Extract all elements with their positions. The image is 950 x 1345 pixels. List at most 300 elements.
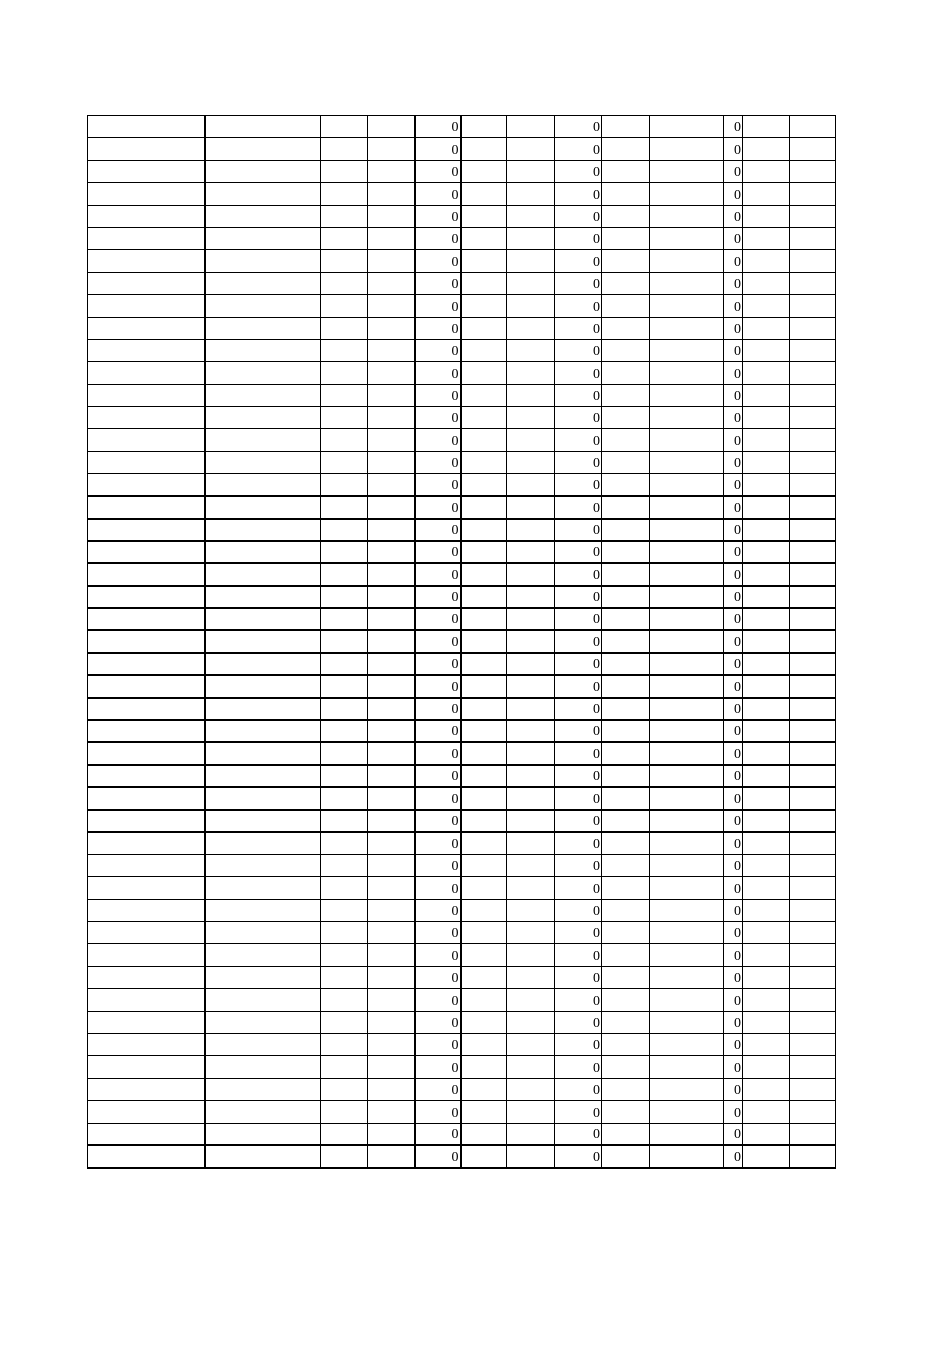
empty-cell[interactable] [602, 877, 650, 899]
empty-cell[interactable] [602, 272, 650, 294]
value-cell[interactable]: 0 [555, 630, 602, 652]
value-cell[interactable]: 0 [724, 451, 743, 473]
value-cell[interactable]: 0 [555, 854, 602, 876]
empty-cell[interactable] [88, 295, 205, 317]
empty-cell[interactable] [650, 966, 724, 988]
empty-cell[interactable] [507, 742, 555, 764]
empty-cell[interactable] [790, 1011, 836, 1033]
empty-cell[interactable] [650, 205, 724, 227]
value-cell[interactable]: 0 [724, 227, 743, 249]
value-cell[interactable]: 0 [724, 362, 743, 384]
empty-cell[interactable] [507, 563, 555, 585]
empty-cell[interactable] [790, 608, 836, 630]
empty-cell[interactable] [368, 474, 415, 496]
empty-cell[interactable] [321, 675, 368, 697]
empty-cell[interactable] [650, 407, 724, 429]
empty-cell[interactable] [368, 272, 415, 294]
value-cell[interactable]: 0 [415, 183, 461, 205]
empty-cell[interactable] [88, 541, 205, 563]
empty-cell[interactable] [790, 563, 836, 585]
empty-cell[interactable] [321, 832, 368, 854]
empty-cell[interactable] [790, 720, 836, 742]
empty-cell[interactable] [602, 1078, 650, 1100]
empty-cell[interactable] [461, 362, 507, 384]
empty-cell[interactable] [88, 1011, 205, 1033]
value-cell[interactable]: 0 [415, 474, 461, 496]
empty-cell[interactable] [650, 1011, 724, 1033]
value-cell[interactable]: 0 [555, 429, 602, 451]
value-cell[interactable]: 0 [724, 832, 743, 854]
empty-cell[interactable] [88, 205, 205, 227]
empty-cell[interactable] [461, 272, 507, 294]
empty-cell[interactable] [461, 227, 507, 249]
empty-cell[interactable] [602, 608, 650, 630]
empty-cell[interactable] [368, 742, 415, 764]
empty-cell[interactable] [88, 966, 205, 988]
empty-cell[interactable] [461, 138, 507, 160]
empty-cell[interactable] [88, 1056, 205, 1078]
empty-cell[interactable] [461, 810, 507, 832]
empty-cell[interactable] [650, 922, 724, 944]
value-cell[interactable]: 0 [724, 317, 743, 339]
empty-cell[interactable] [321, 810, 368, 832]
empty-cell[interactable] [602, 183, 650, 205]
empty-cell[interactable] [507, 854, 555, 876]
value-cell[interactable]: 0 [555, 250, 602, 272]
value-cell[interactable]: 0 [415, 384, 461, 406]
empty-cell[interactable] [88, 1078, 205, 1100]
value-cell[interactable]: 0 [415, 854, 461, 876]
value-cell[interactable]: 0 [555, 563, 602, 585]
value-cell[interactable]: 0 [724, 608, 743, 630]
value-cell[interactable]: 0 [555, 1056, 602, 1078]
value-cell[interactable]: 0 [415, 1056, 461, 1078]
empty-cell[interactable] [205, 989, 321, 1011]
empty-cell[interactable] [205, 966, 321, 988]
value-cell[interactable]: 0 [724, 810, 743, 832]
empty-cell[interactable] [88, 787, 205, 809]
empty-cell[interactable] [321, 250, 368, 272]
empty-cell[interactable] [790, 1123, 836, 1145]
value-cell[interactable]: 0 [724, 205, 743, 227]
empty-cell[interactable] [368, 384, 415, 406]
empty-cell[interactable] [368, 653, 415, 675]
value-cell[interactable]: 0 [724, 496, 743, 518]
empty-cell[interactable] [602, 1145, 650, 1167]
empty-cell[interactable] [88, 720, 205, 742]
value-cell[interactable]: 0 [555, 205, 602, 227]
value-cell[interactable]: 0 [415, 205, 461, 227]
value-cell[interactable]: 0 [555, 227, 602, 249]
empty-cell[interactable] [461, 944, 507, 966]
empty-cell[interactable] [602, 1056, 650, 1078]
empty-cell[interactable] [461, 966, 507, 988]
empty-cell[interactable] [321, 698, 368, 720]
empty-cell[interactable] [743, 720, 790, 742]
empty-cell[interactable] [368, 429, 415, 451]
empty-cell[interactable] [790, 519, 836, 541]
value-cell[interactable]: 0 [415, 877, 461, 899]
empty-cell[interactable] [368, 1078, 415, 1100]
empty-cell[interactable] [790, 742, 836, 764]
empty-cell[interactable] [650, 630, 724, 652]
empty-cell[interactable] [507, 1056, 555, 1078]
empty-cell[interactable] [743, 854, 790, 876]
value-cell[interactable]: 0 [415, 586, 461, 608]
empty-cell[interactable] [650, 384, 724, 406]
value-cell[interactable]: 0 [555, 451, 602, 473]
empty-cell[interactable] [321, 474, 368, 496]
empty-cell[interactable] [650, 116, 724, 138]
empty-cell[interactable] [461, 295, 507, 317]
empty-cell[interactable] [321, 765, 368, 787]
empty-cell[interactable] [790, 407, 836, 429]
empty-cell[interactable] [602, 675, 650, 697]
value-cell[interactable]: 0 [724, 787, 743, 809]
empty-cell[interactable] [205, 832, 321, 854]
empty-cell[interactable] [507, 362, 555, 384]
empty-cell[interactable] [461, 160, 507, 182]
empty-cell[interactable] [88, 854, 205, 876]
empty-cell[interactable] [507, 832, 555, 854]
value-cell[interactable]: 0 [555, 1011, 602, 1033]
empty-cell[interactable] [321, 1123, 368, 1145]
value-cell[interactable]: 0 [555, 787, 602, 809]
empty-cell[interactable] [650, 854, 724, 876]
empty-cell[interactable] [743, 810, 790, 832]
value-cell[interactable]: 0 [724, 675, 743, 697]
value-cell[interactable]: 0 [415, 810, 461, 832]
empty-cell[interactable] [507, 317, 555, 339]
value-cell[interactable]: 0 [555, 474, 602, 496]
empty-cell[interactable] [205, 1011, 321, 1033]
empty-cell[interactable] [743, 407, 790, 429]
empty-cell[interactable] [205, 272, 321, 294]
empty-cell[interactable] [743, 250, 790, 272]
empty-cell[interactable] [321, 339, 368, 361]
empty-cell[interactable] [650, 742, 724, 764]
empty-cell[interactable] [88, 675, 205, 697]
empty-cell[interactable] [743, 474, 790, 496]
empty-cell[interactable] [368, 317, 415, 339]
empty-cell[interactable] [790, 899, 836, 921]
value-cell[interactable]: 0 [415, 250, 461, 272]
empty-cell[interactable] [88, 899, 205, 921]
empty-cell[interactable] [368, 698, 415, 720]
empty-cell[interactable] [88, 563, 205, 585]
empty-cell[interactable] [368, 1101, 415, 1123]
empty-cell[interactable] [790, 1145, 836, 1167]
empty-cell[interactable] [790, 832, 836, 854]
empty-cell[interactable] [602, 362, 650, 384]
empty-cell[interactable] [602, 116, 650, 138]
empty-cell[interactable] [790, 183, 836, 205]
empty-cell[interactable] [743, 227, 790, 249]
empty-cell[interactable] [790, 295, 836, 317]
empty-cell[interactable] [205, 810, 321, 832]
value-cell[interactable]: 0 [724, 922, 743, 944]
value-cell[interactable]: 0 [555, 720, 602, 742]
empty-cell[interactable] [205, 519, 321, 541]
empty-cell[interactable] [790, 922, 836, 944]
empty-cell[interactable] [205, 250, 321, 272]
empty-cell[interactable] [507, 1034, 555, 1056]
empty-cell[interactable] [461, 765, 507, 787]
value-cell[interactable]: 0 [724, 653, 743, 675]
empty-cell[interactable] [650, 227, 724, 249]
value-cell[interactable]: 0 [415, 742, 461, 764]
empty-cell[interactable] [461, 630, 507, 652]
value-cell[interactable]: 0 [724, 563, 743, 585]
empty-cell[interactable] [368, 854, 415, 876]
value-cell[interactable]: 0 [415, 1123, 461, 1145]
empty-cell[interactable] [88, 989, 205, 1011]
empty-cell[interactable] [743, 922, 790, 944]
value-cell[interactable]: 0 [415, 630, 461, 652]
empty-cell[interactable] [507, 810, 555, 832]
value-cell[interactable]: 0 [415, 832, 461, 854]
value-cell[interactable]: 0 [415, 944, 461, 966]
empty-cell[interactable] [790, 205, 836, 227]
empty-cell[interactable] [321, 1078, 368, 1100]
empty-cell[interactable] [507, 944, 555, 966]
empty-cell[interactable] [88, 877, 205, 899]
empty-cell[interactable] [461, 989, 507, 1011]
empty-cell[interactable] [650, 653, 724, 675]
empty-cell[interactable] [743, 608, 790, 630]
value-cell[interactable]: 0 [415, 116, 461, 138]
empty-cell[interactable] [321, 317, 368, 339]
empty-cell[interactable] [321, 496, 368, 518]
value-cell[interactable]: 0 [415, 138, 461, 160]
value-cell[interactable]: 0 [415, 787, 461, 809]
empty-cell[interactable] [321, 1056, 368, 1078]
empty-cell[interactable] [650, 877, 724, 899]
empty-cell[interactable] [743, 1056, 790, 1078]
empty-cell[interactable] [743, 205, 790, 227]
empty-cell[interactable] [205, 586, 321, 608]
empty-cell[interactable] [790, 362, 836, 384]
empty-cell[interactable] [602, 451, 650, 473]
empty-cell[interactable] [368, 608, 415, 630]
empty-cell[interactable] [790, 451, 836, 473]
value-cell[interactable]: 0 [415, 1011, 461, 1033]
empty-cell[interactable] [602, 966, 650, 988]
value-cell[interactable]: 0 [724, 116, 743, 138]
empty-cell[interactable] [602, 944, 650, 966]
empty-cell[interactable] [507, 899, 555, 921]
empty-cell[interactable] [461, 541, 507, 563]
empty-cell[interactable] [650, 944, 724, 966]
empty-cell[interactable] [321, 944, 368, 966]
empty-cell[interactable] [205, 295, 321, 317]
empty-cell[interactable] [790, 541, 836, 563]
empty-cell[interactable] [602, 765, 650, 787]
value-cell[interactable]: 0 [555, 832, 602, 854]
empty-cell[interactable] [461, 742, 507, 764]
empty-cell[interactable] [368, 720, 415, 742]
empty-cell[interactable] [368, 183, 415, 205]
empty-cell[interactable] [368, 138, 415, 160]
empty-cell[interactable] [368, 250, 415, 272]
empty-cell[interactable] [368, 832, 415, 854]
empty-cell[interactable] [507, 205, 555, 227]
empty-cell[interactable] [507, 1011, 555, 1033]
empty-cell[interactable] [368, 519, 415, 541]
value-cell[interactable]: 0 [555, 519, 602, 541]
empty-cell[interactable] [790, 1034, 836, 1056]
empty-cell[interactable] [461, 205, 507, 227]
empty-cell[interactable] [743, 362, 790, 384]
empty-cell[interactable] [368, 899, 415, 921]
empty-cell[interactable] [790, 675, 836, 697]
value-cell[interactable]: 0 [724, 1056, 743, 1078]
empty-cell[interactable] [461, 519, 507, 541]
empty-cell[interactable] [88, 922, 205, 944]
value-cell[interactable]: 0 [724, 586, 743, 608]
empty-cell[interactable] [321, 407, 368, 429]
empty-cell[interactable] [743, 787, 790, 809]
empty-cell[interactable] [650, 832, 724, 854]
empty-cell[interactable] [650, 698, 724, 720]
value-cell[interactable]: 0 [555, 183, 602, 205]
empty-cell[interactable] [205, 384, 321, 406]
value-cell[interactable]: 0 [415, 362, 461, 384]
empty-cell[interactable] [507, 586, 555, 608]
empty-cell[interactable] [743, 742, 790, 764]
empty-cell[interactable] [507, 519, 555, 541]
empty-cell[interactable] [205, 899, 321, 921]
value-cell[interactable]: 0 [415, 451, 461, 473]
empty-cell[interactable] [743, 451, 790, 473]
empty-cell[interactable] [461, 675, 507, 697]
empty-cell[interactable] [507, 138, 555, 160]
empty-cell[interactable] [790, 698, 836, 720]
empty-cell[interactable] [650, 339, 724, 361]
empty-cell[interactable] [205, 944, 321, 966]
empty-cell[interactable] [743, 519, 790, 541]
empty-cell[interactable] [205, 854, 321, 876]
empty-cell[interactable] [790, 317, 836, 339]
empty-cell[interactable] [602, 989, 650, 1011]
value-cell[interactable]: 0 [724, 541, 743, 563]
value-cell[interactable]: 0 [555, 944, 602, 966]
empty-cell[interactable] [650, 541, 724, 563]
empty-cell[interactable] [88, 496, 205, 518]
value-cell[interactable]: 0 [415, 295, 461, 317]
empty-cell[interactable] [743, 339, 790, 361]
empty-cell[interactable] [461, 1056, 507, 1078]
empty-cell[interactable] [321, 720, 368, 742]
empty-cell[interactable] [650, 787, 724, 809]
empty-cell[interactable] [790, 944, 836, 966]
empty-cell[interactable] [88, 653, 205, 675]
empty-cell[interactable] [321, 205, 368, 227]
empty-cell[interactable] [602, 1101, 650, 1123]
empty-cell[interactable] [650, 496, 724, 518]
empty-cell[interactable] [321, 160, 368, 182]
empty-cell[interactable] [790, 1056, 836, 1078]
empty-cell[interactable] [507, 474, 555, 496]
empty-cell[interactable] [461, 407, 507, 429]
value-cell[interactable]: 0 [415, 160, 461, 182]
empty-cell[interactable] [790, 272, 836, 294]
empty-cell[interactable] [368, 922, 415, 944]
empty-cell[interactable] [743, 877, 790, 899]
empty-cell[interactable] [790, 474, 836, 496]
value-cell[interactable]: 0 [415, 653, 461, 675]
empty-cell[interactable] [88, 116, 205, 138]
empty-cell[interactable] [321, 877, 368, 899]
empty-cell[interactable] [368, 563, 415, 585]
empty-cell[interactable] [461, 1078, 507, 1100]
value-cell[interactable]: 0 [555, 966, 602, 988]
value-cell[interactable]: 0 [555, 116, 602, 138]
empty-cell[interactable] [602, 339, 650, 361]
empty-cell[interactable] [507, 227, 555, 249]
empty-cell[interactable] [321, 362, 368, 384]
empty-cell[interactable] [790, 384, 836, 406]
value-cell[interactable]: 0 [724, 1078, 743, 1100]
value-cell[interactable]: 0 [724, 407, 743, 429]
empty-cell[interactable] [650, 1034, 724, 1056]
empty-cell[interactable] [743, 944, 790, 966]
value-cell[interactable]: 0 [724, 474, 743, 496]
value-cell[interactable]: 0 [555, 272, 602, 294]
value-cell[interactable]: 0 [724, 339, 743, 361]
empty-cell[interactable] [88, 1123, 205, 1145]
empty-cell[interactable] [321, 519, 368, 541]
empty-cell[interactable] [650, 1056, 724, 1078]
empty-cell[interactable] [602, 922, 650, 944]
empty-cell[interactable] [461, 250, 507, 272]
empty-cell[interactable] [743, 541, 790, 563]
empty-cell[interactable] [88, 810, 205, 832]
empty-cell[interactable] [88, 429, 205, 451]
empty-cell[interactable] [743, 563, 790, 585]
empty-cell[interactable] [461, 384, 507, 406]
value-cell[interactable]: 0 [415, 272, 461, 294]
empty-cell[interactable] [461, 586, 507, 608]
value-cell[interactable]: 0 [555, 541, 602, 563]
empty-cell[interactable] [602, 474, 650, 496]
empty-cell[interactable] [205, 742, 321, 764]
value-cell[interactable]: 0 [555, 922, 602, 944]
value-cell[interactable]: 0 [415, 1145, 461, 1167]
empty-cell[interactable] [321, 608, 368, 630]
value-cell[interactable]: 0 [415, 541, 461, 563]
empty-cell[interactable] [368, 765, 415, 787]
empty-cell[interactable] [602, 630, 650, 652]
empty-cell[interactable] [507, 250, 555, 272]
empty-cell[interactable] [205, 765, 321, 787]
empty-cell[interactable] [743, 675, 790, 697]
empty-cell[interactable] [743, 272, 790, 294]
empty-cell[interactable] [602, 854, 650, 876]
empty-cell[interactable] [461, 317, 507, 339]
value-cell[interactable]: 0 [724, 384, 743, 406]
value-cell[interactable]: 0 [724, 630, 743, 652]
empty-cell[interactable] [88, 1145, 205, 1167]
empty-cell[interactable] [507, 653, 555, 675]
empty-cell[interactable] [507, 787, 555, 809]
empty-cell[interactable] [321, 922, 368, 944]
empty-cell[interactable] [650, 1123, 724, 1145]
empty-cell[interactable] [507, 675, 555, 697]
empty-cell[interactable] [88, 832, 205, 854]
empty-cell[interactable] [368, 227, 415, 249]
value-cell[interactable]: 0 [555, 608, 602, 630]
